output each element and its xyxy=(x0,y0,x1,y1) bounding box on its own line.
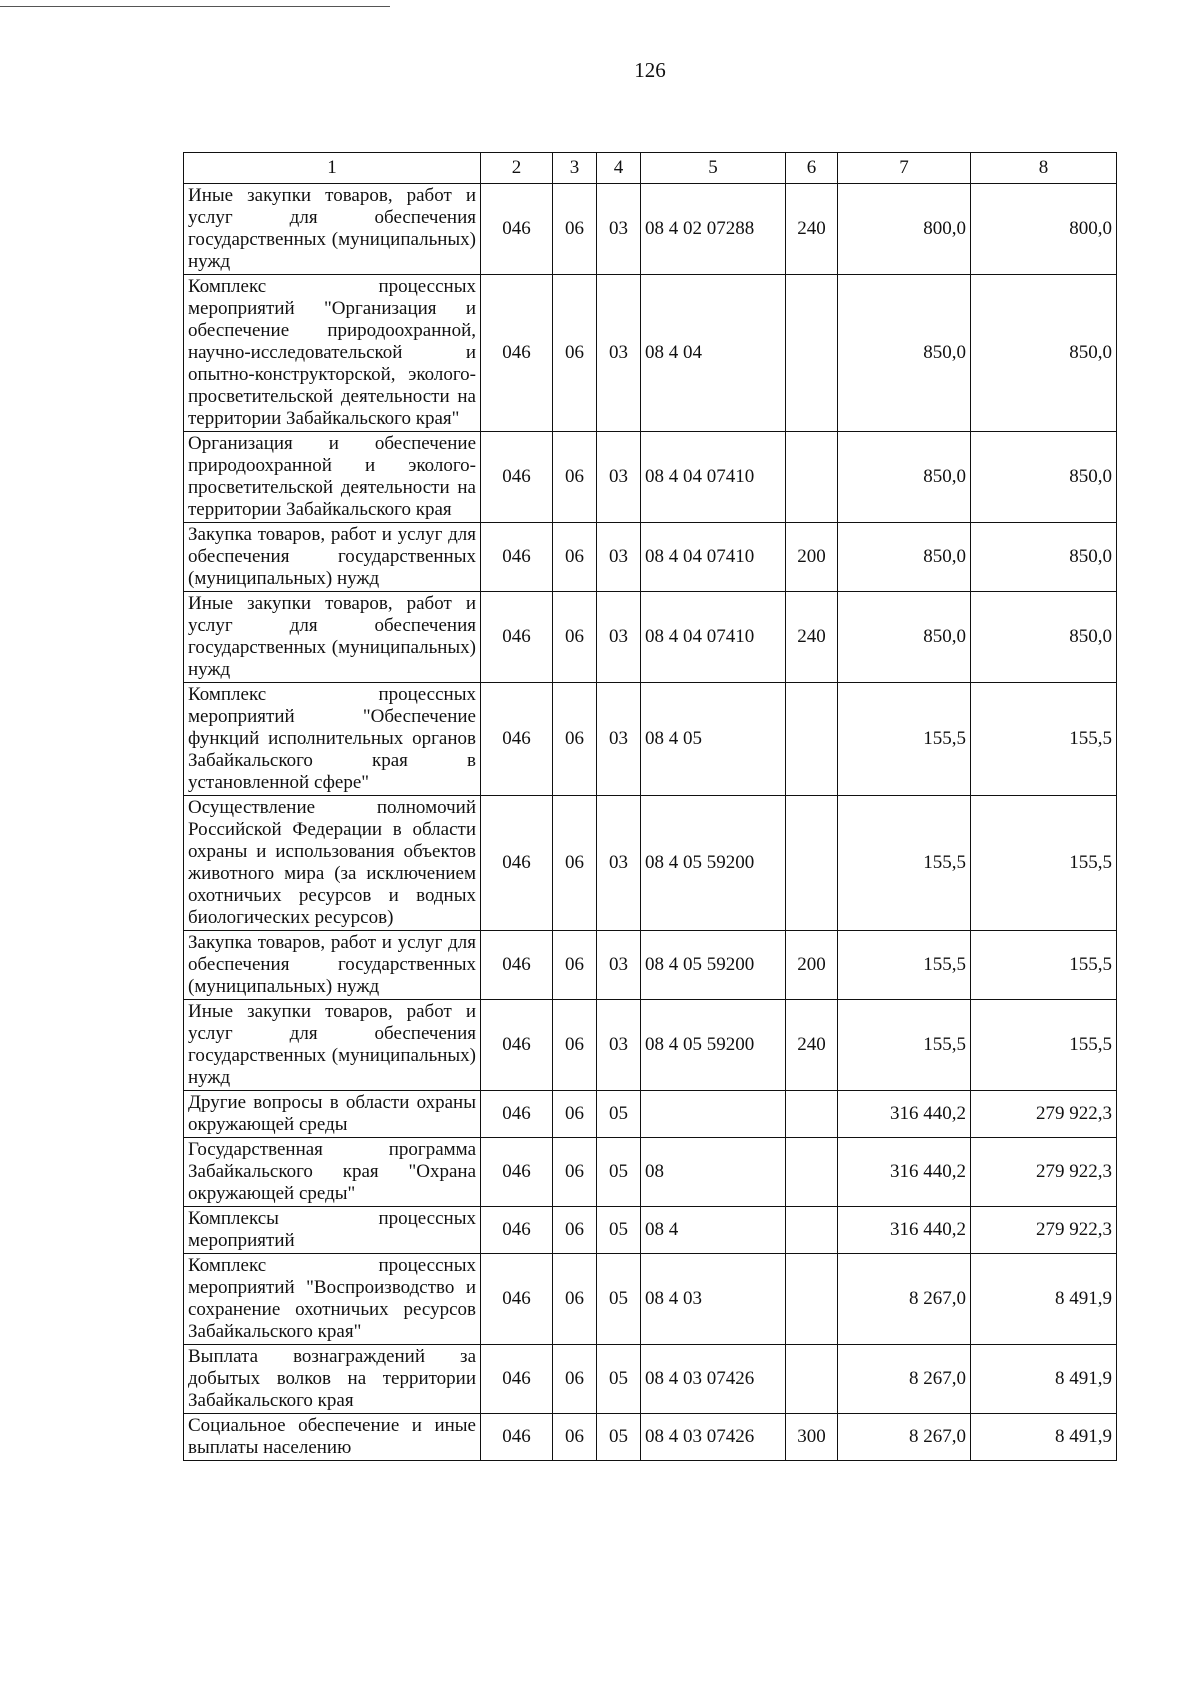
expense-type-code xyxy=(786,1207,838,1254)
expense-type-code xyxy=(786,1254,838,1345)
amount-year-1: 850,0 xyxy=(838,275,971,432)
subsection-code: 03 xyxy=(597,683,641,796)
table-row xyxy=(184,184,1117,275)
amount-year-2: 800,0 xyxy=(971,184,1117,275)
expense-type-code: 240 xyxy=(786,1000,838,1091)
target-article-code: 08 4 05 59200 xyxy=(641,931,786,1000)
amount-year-1: 316 440,2 xyxy=(838,1091,971,1138)
table-row xyxy=(184,432,1117,523)
section-code: 06 xyxy=(553,1000,597,1091)
admin-code: 046 xyxy=(481,592,553,683)
admin-code: 046 xyxy=(481,683,553,796)
amount-year-2: 155,5 xyxy=(971,1000,1117,1091)
row-name: Социальное обеспечение и иные выплаты населению xyxy=(184,1414,481,1461)
column-header: 1 xyxy=(184,153,481,184)
admin-code: 046 xyxy=(481,275,553,432)
section-code: 06 xyxy=(553,796,597,931)
expense-type-code: 240 xyxy=(786,592,838,683)
row-name: Закупка товаров, работ и услуг для обеспечения государственных (муниципальных) нужд xyxy=(184,931,481,1000)
row-name: Комплекс процессных мероприятий "Организация и обеспечение природоохранной, научно-исследовательской и опытно-конструкторской, эколого-просветительской деятельности на территории Забайкальского края" xyxy=(184,275,481,432)
section-code: 06 xyxy=(553,275,597,432)
table-row xyxy=(184,931,1117,1000)
subsection-code: 03 xyxy=(597,592,641,683)
target-article-code: 08 4 02 07288 xyxy=(641,184,786,275)
target-article-code: 08 4 04 07410 xyxy=(641,592,786,683)
amount-year-2: 8 491,9 xyxy=(971,1345,1117,1414)
column-header: 2 xyxy=(481,153,553,184)
expense-type-code xyxy=(786,432,838,523)
admin-code: 046 xyxy=(481,931,553,1000)
amount-year-1: 155,5 xyxy=(838,1000,971,1091)
amount-year-2: 850,0 xyxy=(971,592,1117,683)
table-row xyxy=(184,275,1117,432)
section-code: 06 xyxy=(553,1345,597,1414)
amount-year-2: 8 491,9 xyxy=(971,1254,1117,1345)
section-code: 06 xyxy=(553,683,597,796)
section-code: 06 xyxy=(553,592,597,683)
amount-year-1: 8 267,0 xyxy=(838,1345,971,1414)
amount-year-1: 316 440,2 xyxy=(838,1138,971,1207)
section-code: 06 xyxy=(553,1138,597,1207)
expense-type-code xyxy=(786,1091,838,1138)
table-row xyxy=(184,1254,1117,1345)
target-article-code: 08 4 04 xyxy=(641,275,786,432)
subsection-code: 03 xyxy=(597,275,641,432)
section-code: 06 xyxy=(553,523,597,592)
expense-type-code xyxy=(786,796,838,931)
target-article-code: 08 4 04 07410 xyxy=(641,432,786,523)
column-header: 3 xyxy=(553,153,597,184)
subsection-code: 03 xyxy=(597,523,641,592)
amount-year-2: 279 922,3 xyxy=(971,1207,1117,1254)
expense-type-code: 200 xyxy=(786,523,838,592)
admin-code: 046 xyxy=(481,184,553,275)
amount-year-2: 155,5 xyxy=(971,796,1117,931)
expense-type-code: 240 xyxy=(786,184,838,275)
amount-year-2: 155,5 xyxy=(971,931,1117,1000)
admin-code: 046 xyxy=(481,1345,553,1414)
section-code: 06 xyxy=(553,1207,597,1254)
amount-year-1: 155,5 xyxy=(838,796,971,931)
target-article-code: 08 4 04 07410 xyxy=(641,523,786,592)
expense-type-code: 200 xyxy=(786,931,838,1000)
column-header: 5 xyxy=(641,153,786,184)
target-article-code: 08 4 03 07426 xyxy=(641,1414,786,1461)
subsection-code: 03 xyxy=(597,184,641,275)
target-article-code: 08 4 03 xyxy=(641,1254,786,1345)
section-code: 06 xyxy=(553,432,597,523)
table-row xyxy=(184,796,1117,931)
amount-year-1: 155,5 xyxy=(838,931,971,1000)
row-name: Иные закупки товаров, работ и услуг для обеспечения государственных (муниципальных) нужд xyxy=(184,184,481,275)
budget-table xyxy=(183,152,1117,1461)
table-row xyxy=(184,1091,1117,1138)
admin-code: 046 xyxy=(481,1091,553,1138)
admin-code: 046 xyxy=(481,432,553,523)
subsection-code: 03 xyxy=(597,432,641,523)
section-code: 06 xyxy=(553,1254,597,1345)
amount-year-2: 155,5 xyxy=(971,683,1117,796)
section-code: 06 xyxy=(553,931,597,1000)
target-article-code: 08 xyxy=(641,1138,786,1207)
admin-code: 046 xyxy=(481,796,553,931)
table-row xyxy=(184,592,1117,683)
amount-year-2: 850,0 xyxy=(971,275,1117,432)
target-article-code: 08 4 05 59200 xyxy=(641,1000,786,1091)
amount-year-1: 8 267,0 xyxy=(838,1254,971,1345)
row-name: Комплексы процессных мероприятий xyxy=(184,1207,481,1254)
section-code: 06 xyxy=(553,1414,597,1461)
admin-code: 046 xyxy=(481,1254,553,1345)
table-row xyxy=(184,523,1117,592)
page-number: 126 xyxy=(634,58,666,82)
amount-year-2: 279 922,3 xyxy=(971,1091,1117,1138)
amount-year-1: 8 267,0 xyxy=(838,1414,971,1461)
amount-year-1: 850,0 xyxy=(838,432,971,523)
amount-year-1: 850,0 xyxy=(838,523,971,592)
expense-type-code xyxy=(786,275,838,432)
target-article-code: 08 4 xyxy=(641,1207,786,1254)
header-row xyxy=(184,153,1117,184)
table-row xyxy=(184,1000,1117,1091)
column-header: 6 xyxy=(786,153,838,184)
section-code: 06 xyxy=(553,1091,597,1138)
row-name: Комплекс процессных мероприятий "Воспроизводство и сохранение охотничьих ресурсов Забайкальского края" xyxy=(184,1254,481,1345)
subsection-code: 05 xyxy=(597,1207,641,1254)
expense-type-code xyxy=(786,1138,838,1207)
table-row xyxy=(184,683,1117,796)
target-article-code: 08 4 05 xyxy=(641,683,786,796)
top-rule xyxy=(0,6,390,7)
table-row xyxy=(184,1207,1117,1254)
row-name: Организация и обеспечение природоохранной и эколого-просветительской деятельности на территории Забайкальского края xyxy=(184,432,481,523)
amount-year-2: 850,0 xyxy=(971,523,1117,592)
row-name: Осуществление полномочий Российской Федерации в области охраны и использования объектов животного мира (за исключением охотничьих ресурсов и водных биологических ресурсов) xyxy=(184,796,481,931)
row-name: Закупка товаров, работ и услуг для обеспечения государственных (муниципальных) нужд xyxy=(184,523,481,592)
expense-type-code xyxy=(786,1345,838,1414)
amount-year-1: 850,0 xyxy=(838,592,971,683)
admin-code: 046 xyxy=(481,1207,553,1254)
subsection-code: 05 xyxy=(597,1091,641,1138)
target-article-code: 08 4 05 59200 xyxy=(641,796,786,931)
subsection-code: 03 xyxy=(597,1000,641,1091)
admin-code: 046 xyxy=(481,523,553,592)
row-name: Комплекс процессных мероприятий "Обеспечение функций исполнительных органов Забайкальского края в установленной сфере" xyxy=(184,683,481,796)
row-name: Другие вопросы в области охраны окружающей среды xyxy=(184,1091,481,1138)
column-header: 7 xyxy=(838,153,971,184)
amount-year-1: 800,0 xyxy=(838,184,971,275)
target-article-code: 08 4 03 07426 xyxy=(641,1345,786,1414)
amount-year-1: 316 440,2 xyxy=(838,1207,971,1254)
table-row xyxy=(184,1345,1117,1414)
admin-code: 046 xyxy=(481,1414,553,1461)
column-header: 8 xyxy=(971,153,1117,184)
amount-year-2: 279 922,3 xyxy=(971,1138,1117,1207)
amount-year-2: 8 491,9 xyxy=(971,1414,1117,1461)
expense-type-code xyxy=(786,683,838,796)
admin-code: 046 xyxy=(481,1138,553,1207)
subsection-code: 03 xyxy=(597,931,641,1000)
admin-code: 046 xyxy=(481,1000,553,1091)
row-name: Иные закупки товаров, работ и услуг для обеспечения государственных (муниципальных) нужд xyxy=(184,592,481,683)
row-name: Иные закупки товаров, работ и услуг для обеспечения государственных (муниципальных) нужд xyxy=(184,1000,481,1091)
subsection-code: 05 xyxy=(597,1254,641,1345)
table-row xyxy=(184,1138,1117,1207)
table-row xyxy=(184,1414,1117,1461)
target-article-code xyxy=(641,1091,786,1138)
section-code: 06 xyxy=(553,184,597,275)
amount-year-2: 850,0 xyxy=(971,432,1117,523)
row-name: Государственная программа Забайкальского края "Охрана окружающей среды" xyxy=(184,1138,481,1207)
amount-year-1: 155,5 xyxy=(838,683,971,796)
expense-type-code: 300 xyxy=(786,1414,838,1461)
subsection-code: 05 xyxy=(597,1138,641,1207)
column-header: 4 xyxy=(597,153,641,184)
subsection-code: 05 xyxy=(597,1345,641,1414)
subsection-code: 03 xyxy=(597,796,641,931)
subsection-code: 05 xyxy=(597,1414,641,1461)
row-name: Выплата вознаграждений за добытых волков на территории Забайкальского края xyxy=(184,1345,481,1414)
